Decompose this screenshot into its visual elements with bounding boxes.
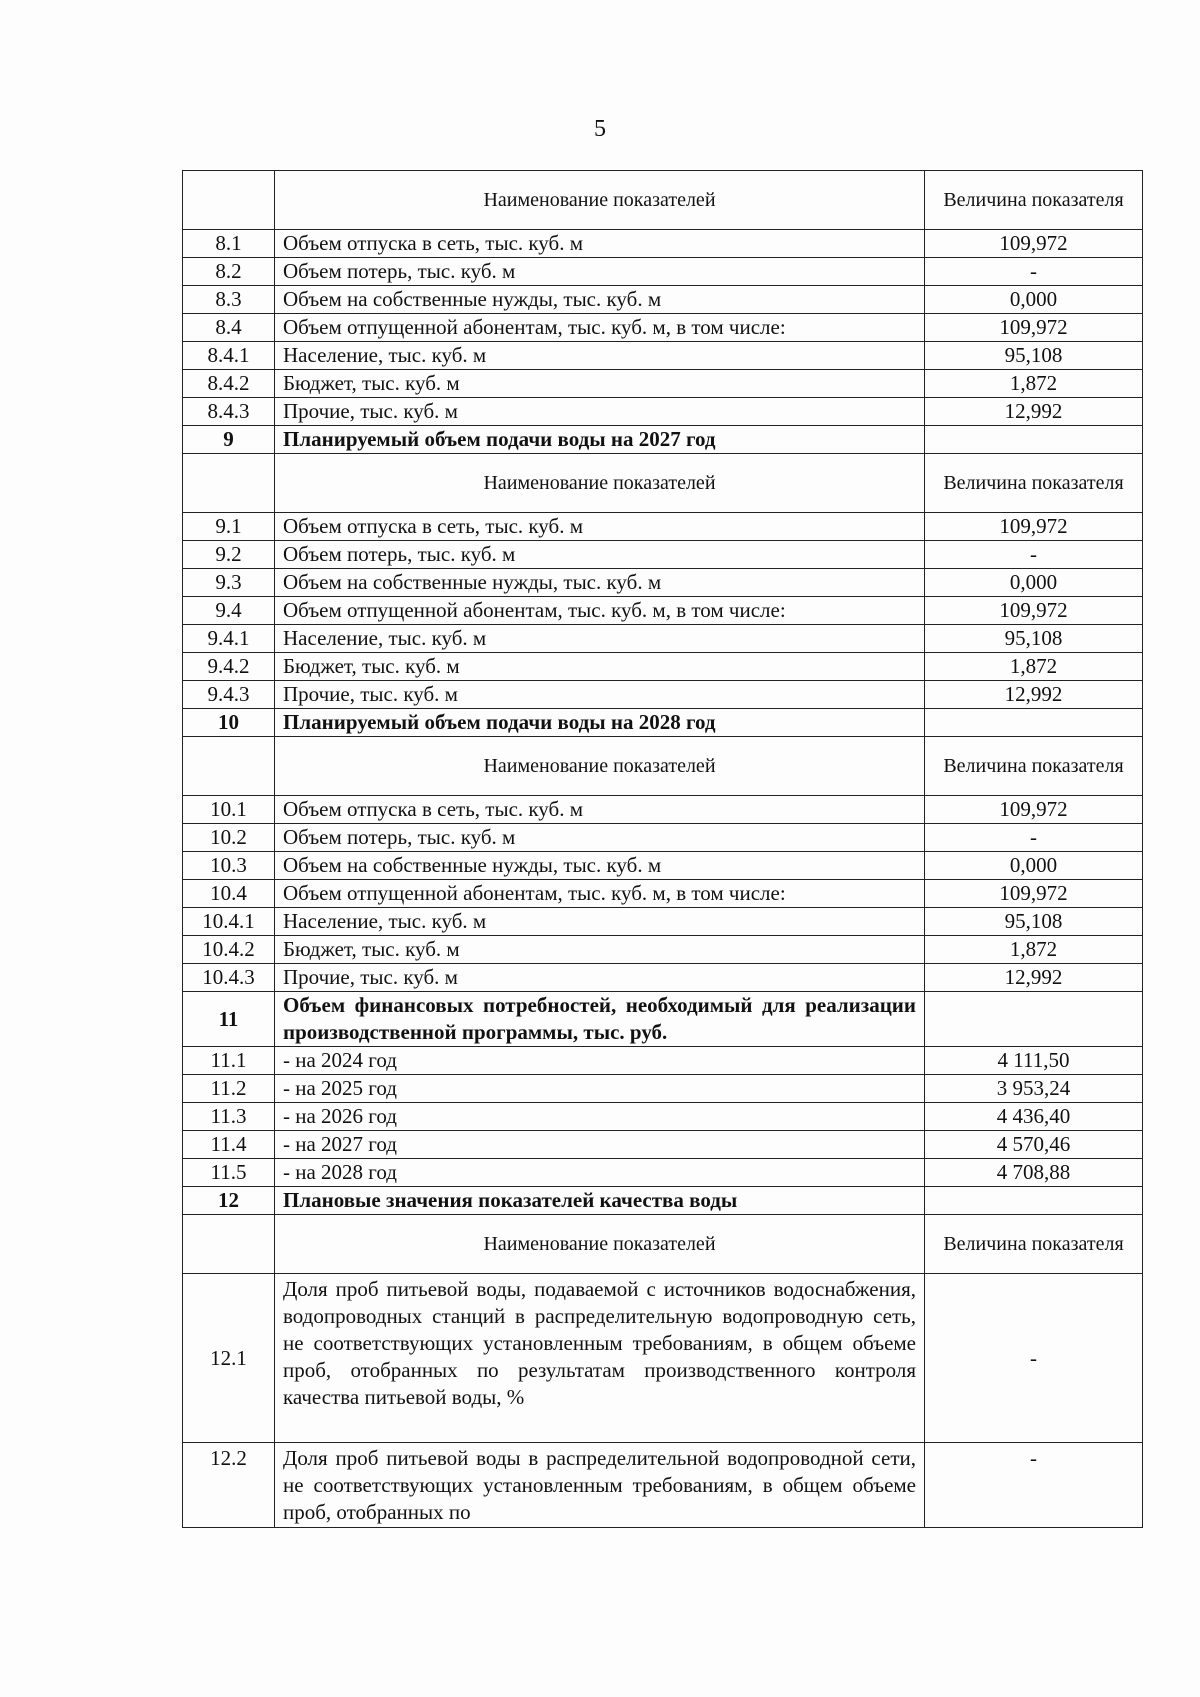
row-name: Прочие, тыс. куб. м [275, 398, 925, 426]
row-value: 12,992 [925, 398, 1143, 426]
table-row [183, 286, 1143, 314]
row-value: - [925, 258, 1143, 286]
row-name: Бюджет, тыс. куб. м [275, 370, 925, 398]
table-row [183, 653, 1143, 681]
row-number: 8.4.2 [183, 370, 275, 398]
row-value: 109,972 [925, 597, 1143, 625]
row-value: 4 708,88 [925, 1159, 1143, 1187]
row-name: Бюджет, тыс. куб. м [275, 653, 925, 681]
table-row [183, 230, 1143, 258]
row-value: 109,972 [925, 880, 1143, 908]
row-value: 1,872 [925, 936, 1143, 964]
row-number: 10.4.3 [183, 964, 275, 992]
row-value: 0,000 [925, 286, 1143, 314]
header-value-cell: Величина показателя [925, 454, 1143, 513]
row-value: 109,972 [925, 796, 1143, 824]
table-row [183, 681, 1143, 709]
table-row [183, 314, 1143, 342]
row-number: 11.3 [183, 1103, 275, 1131]
row-name: Прочие, тыс. куб. м [275, 964, 925, 992]
section-number: 11 [183, 992, 275, 1047]
row-number: 9.2 [183, 541, 275, 569]
table-row [183, 342, 1143, 370]
row-name: - на 2027 год [275, 1131, 925, 1159]
row-name: Объем отпущенной абонентам, тыс. куб. м, в том числе: [275, 880, 925, 908]
table-row [183, 796, 1143, 824]
row-value: 109,972 [925, 513, 1143, 541]
row-number: 9.1 [183, 513, 275, 541]
section-title: Планируемый объем подачи воды на 2028 год [275, 709, 925, 737]
row-number: 8.3 [183, 286, 275, 314]
row-value: 95,108 [925, 625, 1143, 653]
table-row [183, 1131, 1143, 1159]
table-row [183, 370, 1143, 398]
table-row [183, 1159, 1143, 1187]
table-row [183, 398, 1143, 426]
section-value-cell [925, 1187, 1143, 1215]
table-row [183, 852, 1143, 880]
row-name: Бюджет, тыс. куб. м [275, 936, 925, 964]
header-num-cell [183, 1215, 275, 1274]
table-row [183, 1047, 1143, 1075]
section-row [183, 709, 1143, 737]
table-header-row [183, 1215, 1143, 1274]
row-name: Население, тыс. куб. м [275, 342, 925, 370]
indicators-table-body [183, 171, 1143, 1528]
row-name: - на 2028 год [275, 1159, 925, 1187]
row-number: 10.1 [183, 796, 275, 824]
row-value: 1,872 [925, 653, 1143, 681]
header-num-cell [183, 737, 275, 796]
row-number: 9.4 [183, 597, 275, 625]
row-number: 11.4 [183, 1131, 275, 1159]
row-number: 8.2 [183, 258, 275, 286]
row-value: 95,108 [925, 908, 1143, 936]
row-number: 8.4.3 [183, 398, 275, 426]
row-value: 109,972 [925, 230, 1143, 258]
row-name: Объем отпущенной абонентам, тыс. куб. м, в том числе: [275, 597, 925, 625]
row-name: Объем на собственные нужды, тыс. куб. м [275, 852, 925, 880]
row-name: Прочие, тыс. куб. м [275, 681, 925, 709]
table-row [183, 880, 1143, 908]
header-num-cell [183, 454, 275, 513]
section-title: Плановые значения показателей качества воды [275, 1187, 925, 1215]
row-value: 4 111,50 [925, 1047, 1143, 1075]
row-value: 0,000 [925, 852, 1143, 880]
section-row [183, 1187, 1143, 1215]
row-number: 12.1 [183, 1274, 275, 1443]
section-row [183, 426, 1143, 454]
row-name: Объем на собственные нужды, тыс. куб. м [275, 569, 925, 597]
row-name: Объем отпуска в сеть, тыс. куб. м [275, 513, 925, 541]
row-name: - на 2026 год [275, 1103, 925, 1131]
header-name-cell: Наименование показателей [275, 1215, 925, 1274]
row-name: Объем потерь, тыс. куб. м [275, 258, 925, 286]
row-value: 4 436,40 [925, 1103, 1143, 1131]
row-name: Доля проб питьевой воды в распределительной водопроводной сети, не соответствующих установленным требованиям, в общем объеме проб, отобранных по [275, 1443, 925, 1528]
row-value: - [925, 1274, 1143, 1443]
header-name-cell: Наименование показателей [275, 454, 925, 513]
section-value-cell [925, 992, 1143, 1047]
table-row [183, 1274, 1143, 1443]
section-number: 10 [183, 709, 275, 737]
row-number: 8.4 [183, 314, 275, 342]
table-row [183, 541, 1143, 569]
section-title: Объем финансовых потребностей, необходимый для реализации производственной программы, тыс. руб. [275, 992, 925, 1047]
row-name: Объем потерь, тыс. куб. м [275, 541, 925, 569]
row-number: 9.4.3 [183, 681, 275, 709]
row-value: 109,972 [925, 314, 1143, 342]
section-value-cell [925, 709, 1143, 737]
row-number: 8.1 [183, 230, 275, 258]
row-name: Объем отпуска в сеть, тыс. куб. м [275, 230, 925, 258]
table-row [183, 569, 1143, 597]
row-name: Население, тыс. куб. м [275, 908, 925, 936]
table-row [183, 1075, 1143, 1103]
row-number: 12.2 [183, 1443, 275, 1528]
row-value: - [925, 1443, 1143, 1528]
row-number: 10.4.2 [183, 936, 275, 964]
row-value: 12,992 [925, 681, 1143, 709]
table-row [183, 625, 1143, 653]
section-number: 9 [183, 426, 275, 454]
row-number: 10.4.1 [183, 908, 275, 936]
row-number: 10.2 [183, 824, 275, 852]
table-row [183, 597, 1143, 625]
indicators-table [182, 170, 1143, 1528]
header-name-cell: Наименование показателей [275, 737, 925, 796]
row-name: - на 2024 год [275, 1047, 925, 1075]
row-value: 12,992 [925, 964, 1143, 992]
row-number: 9.4.2 [183, 653, 275, 681]
table-header-row [183, 737, 1143, 796]
row-number: 8.4.1 [183, 342, 275, 370]
row-value: - [925, 824, 1143, 852]
row-number: 11.2 [183, 1075, 275, 1103]
table-row [183, 908, 1143, 936]
header-num-cell [183, 171, 275, 230]
table-row [183, 936, 1143, 964]
table-row [183, 964, 1143, 992]
table-header-row [183, 171, 1143, 230]
row-value: 1,872 [925, 370, 1143, 398]
header-name-cell: Наименование показателей [275, 171, 925, 230]
row-number: 11.5 [183, 1159, 275, 1187]
page-number: 5 [594, 116, 606, 142]
row-number: 9.4.1 [183, 625, 275, 653]
table-row [183, 1443, 1143, 1528]
table-row [183, 824, 1143, 852]
table-header-row [183, 454, 1143, 513]
section-number: 12 [183, 1187, 275, 1215]
section-title: Планируемый объем подачи воды на 2027 год [275, 426, 925, 454]
section-row [183, 992, 1143, 1047]
table-row [183, 1103, 1143, 1131]
table-row [183, 258, 1143, 286]
section-value-cell [925, 426, 1143, 454]
row-name: Объем потерь, тыс. куб. м [275, 824, 925, 852]
table-row [183, 513, 1143, 541]
row-number: 9.3 [183, 569, 275, 597]
row-name: Доля проб питьевой воды, подаваемой с источников водоснабжения, водопроводных станций в распределительную водопроводную сеть, не соответствующих установленным требованиям, в общем объеме проб, отобранных по результатам производственного контроля качества питьевой воды, % [275, 1274, 925, 1443]
header-value-cell: Величина показателя [925, 737, 1143, 796]
header-value-cell: Величина показателя [925, 171, 1143, 230]
row-value: 3 953,24 [925, 1075, 1143, 1103]
row-name: Население, тыс. куб. м [275, 625, 925, 653]
row-value: 95,108 [925, 342, 1143, 370]
row-number: 11.1 [183, 1047, 275, 1075]
row-value: 0,000 [925, 569, 1143, 597]
header-value-cell: Величина показателя [925, 1215, 1143, 1274]
row-number: 10.4 [183, 880, 275, 908]
row-value: 4 570,46 [925, 1131, 1143, 1159]
row-value: - [925, 541, 1143, 569]
row-name: - на 2025 год [275, 1075, 925, 1103]
row-name: Объем отпущенной абонентам, тыс. куб. м, в том числе: [275, 314, 925, 342]
row-name: Объем отпуска в сеть, тыс. куб. м [275, 796, 925, 824]
row-number: 10.3 [183, 852, 275, 880]
row-name: Объем на собственные нужды, тыс. куб. м [275, 286, 925, 314]
